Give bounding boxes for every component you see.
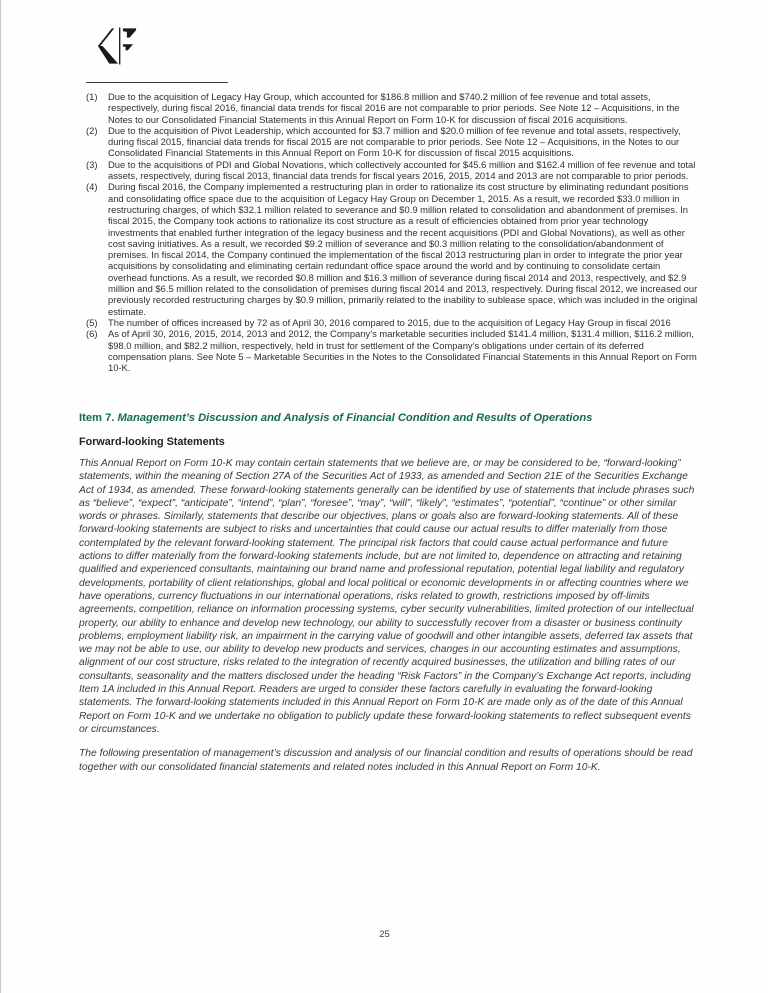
footnote-separator — [86, 82, 228, 83]
footnote-item — [86, 91, 698, 125]
footnote-number: (2) — [86, 124, 98, 136]
footnote-number: (5) — [86, 316, 98, 328]
footnote-text: As of April 30, 2016, 2015, 2014, 2013 and 2012, the Company’s marketable securities included $141.4 million, $131.4 million, $116.2 million, $98.0 million, and $82.2 million, respectively, held in trust for settlement of the Company’s obligations under certain of its deferred compensation plans. See Note 5 – Marketable Securities in the Notes to the Consolidated Financial Statements in this Annual Report on Form 10-K. — [108, 328, 697, 374]
footnote-text: During fiscal 2016, the Company implemented a restructuring plan in order to rationalize its cost structure by eliminating redundant positions and consolidating office space due to the acquisition of Legacy Hay Group on December 1, 2015. As a result, we recorded $33.0 million in restructuring charges, of which $32.1 million related to severance and $0.9 million related to consolidation and abandonment of premises. In fiscal 2015, the Company took actions to rationalize its cost structure as a result of efficiencies obtained from prior year technology investments that enabled further integration of the legacy business and the recent acquisitions (PDI and Global Novations), as well as other cost saving initiatives. As a result, we recorded $9.2 million of severance and $0.3 million relating to the consolidation/abandonment of premises. In fiscal 2014, the Company continued the implementation of the fiscal 2013 restructuring plan in order to integrate the prior year acquisitions by consolidating and eliminating certain redundant office space around the world and by continuing to consolidate certain overhead functions. As a result, we recorded $0.8 million and $16.3 million of severance during fiscal 2014 and 2013, respectively, and $2.9 million and $6.5 million related to the consolidation of premises during fiscal 2014 and 2013, respectively. During fiscal 2012, we increased our previously recorded restructuring charges by $0.9 million, primarily related to the inability to sublease space, which was included in the original estimate. — [108, 181, 698, 317]
footnotes-list — [86, 91, 698, 373]
item-7-prefix: Item 7. — [79, 412, 115, 424]
page-number: 25 — [379, 929, 390, 940]
footnote-text: Due to the acquisition of Legacy Hay Group, which accounted for $186.8 million and $740.2 million of fee revenue and total assets, respectively, during fiscal 2016, financial data trends for fiscal 2016 are not comparable to prior periods. See Note 12 – Acquisitions, in the Notes to our Consolidated Financial Statements in this Annual Report on Form 10-K for discussion of fiscal 2016 acquisitions. — [108, 91, 680, 125]
forward-looking-paragraph-1: This Annual Report on Form 10-K may contain certain statements that we believe are, or may be considered to be, “forward-looking” statements, within the meaning of Section 27A of the Securities Act of 1933, as amended and Section 21E of the Securities Exchange Act of 1934, as amended. These forward-looking statements generally can be identified by use of statements that include phrases such as “believe”, “expect”, “anticipate”, “intend”, “plan”, “foresee”, “may”, “will”, “likely”, “estimates”, “potential”, “continue” or other similar words or phrases. Similarly, statements that describe our objectives, plans or goals also are forward-looking statements. All of these forward-looking statements are subject to risks and uncertainties that could cause our actual results to differ materially from those contemplated by the relevant forward-looking statement. The principal risk factors that could cause actual performance and future actions to differ materially from the forward-looking statements include, but are not limited to, dependence on attracting and retaining qualified and experienced consultants, maintaining our brand name and professional reputation, potential legal liability and regulatory developments, portability of client relationships, global and local political or economic developments in or affecting countries where we have operations, currency fluctuations in our international operations, risks related to growth, restrictions imposed by off-limits agreements, competition, reliance on information processing systems, cyber security vulnerabilities, limited protection of our intellectual property, our ability to enhance and develop new technology, our ability to successfully recover from a disaster or business continuity problems, employment liability risk, an impairment in the carrying value of goodwill and other intangible assets, deferred tax assets that we may not be able to use, our ability to develop new products and services, changes in our accounting estimates and assumptions, alignment of our cost structure, risks related to the integration of recently acquired businesses, the utilization and billing rates of our consultants, seasonality and the matters disclosed under the heading “Risk Factors” in the Company’s Exchange Act reports, including Item 1A included in this Annual Report. Readers are urged to consider these factors carefully in evaluating the forward-looking statements. The forward-looking statements included in this Annual Report on Form 10-K are made only as of the date of this Annual Report on Form 10-K and we undertake no obligation to publicly update these forward-looking statements to reflect subsequent events or circumstances. — [79, 458, 695, 735]
korn-ferry-logo-icon — [93, 27, 137, 65]
footnote-item — [86, 159, 698, 182]
footnote-item — [86, 328, 698, 373]
footnote-text: The number of offices increased by 72 as of April 30, 2016 compared to 2015, due to the acquisition of Legacy Hay Group in fiscal 2016 — [108, 316, 671, 328]
footnote-text: Due to the acquisitions of PDI and Global Novations, which collectively accounted for $45.6 million and $162.4 million of fee revenue and total assets, respectively, during fiscal 2013, financial data trends for fiscal years 2016, 2015, 2014 and 2013 are not comparable to prior periods. — [108, 158, 696, 182]
footnote-item — [86, 181, 698, 317]
forward-looking-heading: Forward-looking Statements — [79, 436, 225, 448]
footnote-item — [86, 125, 698, 159]
footnote-number: (1) — [86, 91, 98, 102]
item-7-heading — [79, 411, 699, 425]
forward-looking-body — [79, 457, 699, 785]
footnote-number: (4) — [86, 181, 98, 193]
footnote-text: Due to the acquisition of Pivot Leadership, which accounted for $3.7 million and $20.0 million of fee revenue and total assets, respectively, during fiscal 2015, financial data trends for fiscal 2015 are not comparable to prior periods. See Note 12 – Acquisitions, in the Notes to our Consolidated Financial Statements in this Annual Report on Form 10-K for discussion of fiscal 2015 acquisitions. — [108, 124, 681, 159]
forward-looking-paragraph-2: The following presentation of management’s discussion and analysis of our financial condition and results of operations should be read together with our consolidated financial statements and related notes included in this Annual Report on Form 10-K. — [79, 748, 693, 773]
footnote-number: (3) — [86, 158, 98, 170]
footnote-item — [86, 317, 698, 328]
footnote-number: (6) — [86, 328, 98, 340]
item-7-title: Management’s Discussion and Analysis of Financial Condition and Results of Operations — [117, 412, 593, 424]
